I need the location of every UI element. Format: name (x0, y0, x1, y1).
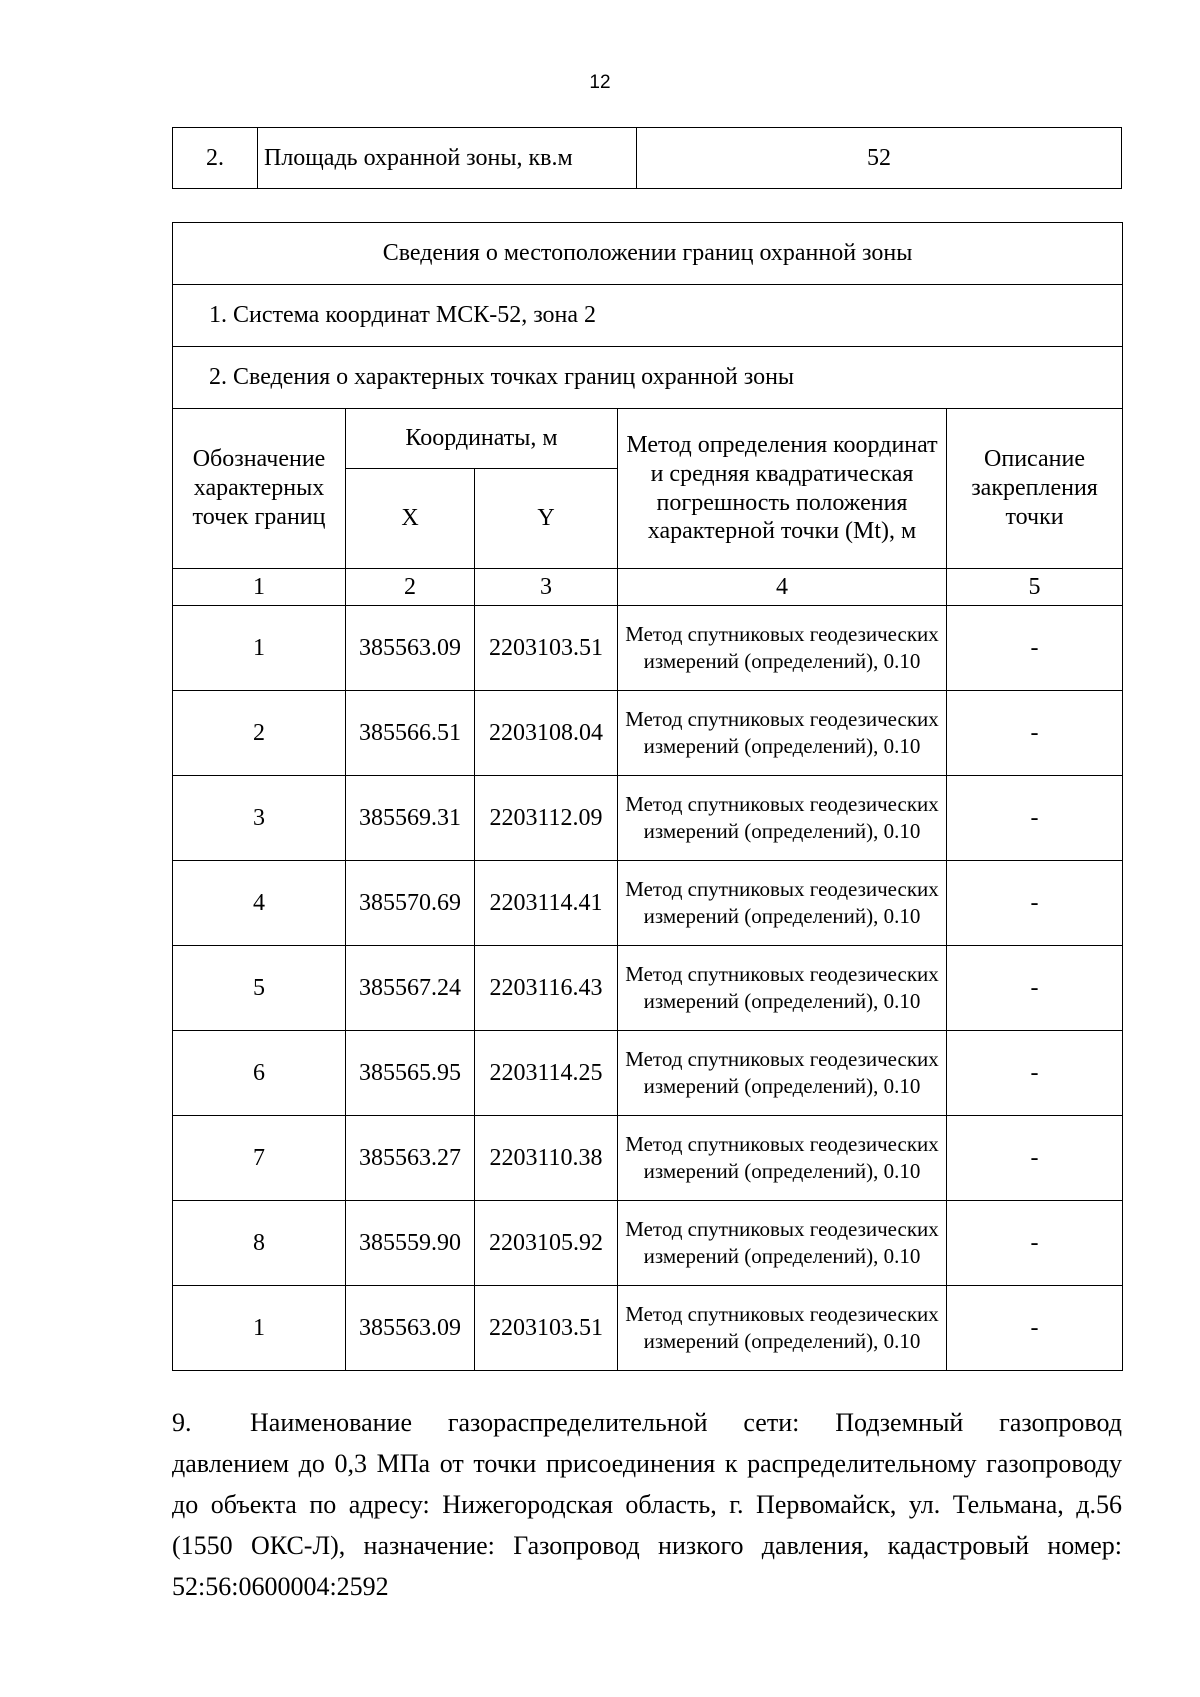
cell-method: Метод спутниковых геодезических измерений (определений), 0.10 (618, 861, 947, 946)
table-row (173, 606, 1123, 691)
area-row-label: Площадь охранной зоны, кв.м (258, 128, 637, 189)
header-method: Метод определения координат и средняя квадратическая погрешность положения характерной точки (Mt), м (618, 409, 947, 569)
section-title: Сведения о местоположении границ охранной зоны (173, 223, 1123, 285)
cell-y: 2203116.43 (475, 946, 618, 1031)
paragraph-text: Наименование газораспределительной сети: Подземный газопровод давлением до 0,3 МПа от точки присоединения к распределительному газопроводу до объекта по адресу: Нижегородская область, г. Первомайск, ул. Тельмана, д.56 (1550 ОКС-Л), назначение: Газопровод низкого давления, кадастровый номер: 52:56:0600004:2592 (172, 1408, 1122, 1601)
column-number: 5 (947, 569, 1123, 606)
cell-x: 385563.27 (346, 1116, 475, 1201)
cell-method: Метод спутниковых геодезических измерений (определений), 0.10 (618, 1286, 947, 1371)
cell-method: Метод спутниковых геодезических измерений (определений), 0.10 (618, 1031, 947, 1116)
column-number: 4 (618, 569, 947, 606)
cell-x: 385570.69 (346, 861, 475, 946)
column-number: 2 (346, 569, 475, 606)
table-row (173, 776, 1123, 861)
cell-point: 8 (173, 1201, 346, 1286)
cell-x: 385563.09 (346, 1286, 475, 1371)
area-row-number: 2. (173, 128, 258, 189)
cell-description: - (947, 1286, 1123, 1371)
area-row (173, 128, 1122, 189)
cell-point: 1 (173, 606, 346, 691)
area-table (172, 127, 1122, 189)
cell-x: 385563.09 (346, 606, 475, 691)
cell-point: 5 (173, 946, 346, 1031)
characteristic-points-line: 2. Сведения о характерных точках границ охранной зоны (173, 347, 1123, 409)
cell-y: 2203105.92 (475, 1201, 618, 1286)
cell-x: 385565.95 (346, 1031, 475, 1116)
cell-x: 385569.31 (346, 776, 475, 861)
table-row (173, 691, 1123, 776)
cell-y: 2203103.51 (475, 606, 618, 691)
cell-point: 2 (173, 691, 346, 776)
cell-method: Метод спутниковых геодезических измерений (определений), 0.10 (618, 606, 947, 691)
table-row (173, 946, 1123, 1031)
cell-x: 385566.51 (346, 691, 475, 776)
cell-method: Метод спутниковых геодезических измерений (определений), 0.10 (618, 1201, 947, 1286)
column-number: 3 (475, 569, 618, 606)
area-row-value: 52 (637, 128, 1122, 189)
cell-x: 385559.90 (346, 1201, 475, 1286)
cell-y: 2203114.25 (475, 1031, 618, 1116)
cell-y: 2203112.09 (475, 776, 618, 861)
cell-y: 2203108.04 (475, 691, 618, 776)
cell-description: - (947, 606, 1123, 691)
cell-y: 2203114.41 (475, 861, 618, 946)
cell-method: Метод спутниковых геодезических измерений (определений), 0.10 (618, 1116, 947, 1201)
cell-description: - (947, 776, 1123, 861)
cell-method: Метод спутниковых геодезических измерений (определений), 0.10 (618, 946, 947, 1031)
table-row (173, 1116, 1123, 1201)
cell-point: 6 (173, 1031, 346, 1116)
table-row (173, 1201, 1123, 1286)
cell-y: 2203110.38 (475, 1116, 618, 1201)
header-description: Описание закрепления точки (947, 409, 1123, 569)
cell-method: Метод спутниковых геодезических измерений (определений), 0.10 (618, 691, 947, 776)
cell-description: - (947, 1201, 1123, 1286)
cell-description: - (947, 946, 1123, 1031)
cell-point: 3 (173, 776, 346, 861)
cell-point: 7 (173, 1116, 346, 1201)
cell-method: Метод спутниковых геодезических измерений (определений), 0.10 (618, 776, 947, 861)
coordinates-table (172, 222, 1123, 1371)
header-point: Обозначение характерных точек границ (173, 409, 346, 569)
cell-point: 4 (173, 861, 346, 946)
cell-description: - (947, 691, 1123, 776)
page-number: 12 (589, 72, 611, 93)
paragraph-number: 9. (172, 1408, 192, 1437)
coordinate-system-line: 1. Система координат МСК-52, зона 2 (173, 285, 1123, 347)
cell-description: - (947, 1116, 1123, 1201)
cell-y: 2203103.51 (475, 1286, 618, 1371)
paragraph-9 (172, 1402, 1122, 1607)
cell-point: 1 (173, 1286, 346, 1371)
column-number: 1 (173, 569, 346, 606)
header-coordinates: Координаты, м (346, 409, 618, 469)
table-row (173, 1031, 1123, 1116)
cell-x: 385567.24 (346, 946, 475, 1031)
cell-description: - (947, 1031, 1123, 1116)
header-y: Y (475, 469, 618, 569)
column-numbers-row (173, 569, 1123, 606)
cell-description: - (947, 861, 1123, 946)
table-row (173, 1286, 1123, 1371)
table-row (173, 861, 1123, 946)
header-x: X (346, 469, 475, 569)
